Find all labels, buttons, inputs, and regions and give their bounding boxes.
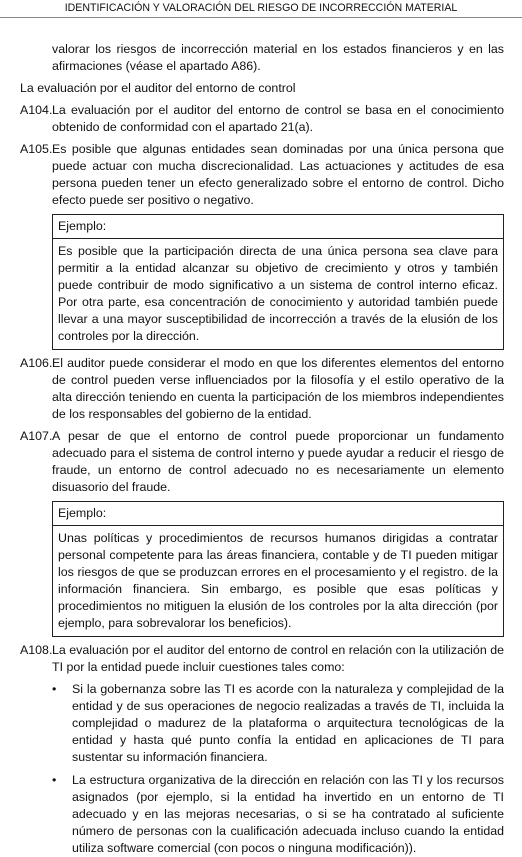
page-header: IDENTIFICACIÓN Y VALORACIÓN DEL RIESGO DE INCORRECCIÓN MATERIAL xyxy=(64,2,458,14)
paragraph-a106 xyxy=(20,355,504,423)
paragraph-text: A pesar de que el entorno de control puede proporcionar un fundamento adecuado para el sistema de control interno y puede ayudar a reducir el riesgo de fraude, un entorno de control adecuado no es necesariamente un elemento disuasorio del fraude. xyxy=(52,429,504,494)
example-label: Ejemplo: xyxy=(58,219,107,233)
paragraph-text: La evaluación por el auditor del entorno de control en relación con la utilización de TI por la entidad puede incluir cuestiones tales como: xyxy=(52,643,504,674)
example-text: Es posible que la participación directa de una única persona sea clave para permitir a la entidad alcanzar su objetivo de crecimiento y otros y también puede contribuir de modo significativo a un sistema de control interno eficaz. Por otra parte, esa concentración de conocimiento y autoridad también puede llevar a una mayor susceptibilidad de incorrección a través de la elusión de los controles por la dirección. xyxy=(58,244,498,343)
paragraph-a104 xyxy=(20,102,504,136)
paragraph-a107 xyxy=(20,428,504,496)
bullet-icon: • xyxy=(52,773,57,787)
list-item xyxy=(52,772,504,857)
example-divider xyxy=(53,525,503,526)
bullet-list xyxy=(52,681,504,857)
paragraph-number: A106. xyxy=(20,356,53,370)
page-body xyxy=(20,41,504,857)
list-item-text: La estructura organizativa de la dirección en relación con las TI y los recursos asignados (por ejemplo, si la entidad ha invertido en un entorno de TI adecuado y en las mejoras necesarias, o si se ha contratado al suficiente número de personas con la cualificación adecuada incluso cuando la entidad utiliza software comercial (con pocos o ninguna modificación)). xyxy=(72,773,504,855)
continued-text: valorar los riesgos de incorrección material en los estados financieros y en las afirmaciones (véase el apartado A86). xyxy=(52,42,504,73)
paragraph-number: A105. xyxy=(20,142,53,156)
paragraph-number: A108. xyxy=(20,643,53,657)
header-divider xyxy=(0,17,522,18)
section-subheading: La evaluación por el auditor del entorno de control xyxy=(20,81,296,95)
paragraph-number: A107. xyxy=(20,429,53,443)
example-box-1 xyxy=(52,214,504,350)
paragraph-text: La evaluación por el auditor del entorno de control se basa en el conocimiento obtenido de conformidad con el apartado 21(a). xyxy=(52,103,504,134)
paragraph-a105 xyxy=(20,141,504,209)
list-item-text: Si la gobernanza sobre las TI es acorde con la naturaleza y complejidad de la entidad y de sus operaciones de negocio realizadas a través de TI, incluida la complejidad o madurez de la plataforma o arquitectura tecnológicas de la entidad y hasta qué punto confía la entidad en aplicaciones de TI para sustentar su información financiera. xyxy=(72,682,504,764)
paragraph-a108 xyxy=(20,642,504,676)
paragraph-text: El auditor puede considerar el modo en que los diferentes elementos del entorno de control pueden verse influenciados por la filosofía y el estilo operativo de la alta dirección teniendo en cuenta la participación de los miembros independientes de los responsables del gobierno de la entidad. xyxy=(52,356,504,421)
list-item xyxy=(52,681,504,766)
paragraph-number: A104. xyxy=(20,103,53,117)
example-divider xyxy=(53,238,503,239)
example-label: Ejemplo: xyxy=(58,506,107,520)
example-box-2 xyxy=(52,501,504,637)
bullet-icon: • xyxy=(52,682,57,696)
paragraph-text: Es posible que algunas entidades sean dominadas por una única persona que puede actuar con mucha discrecionalidad. Las actuaciones y actitudes de esa persona pueden tener un efecto generalizado sobre el entorno de control. Dicho efecto puede ser positivo o negativo. xyxy=(52,142,504,207)
example-text: Unas políticas y procedimientos de recursos humanos dirigidas a contratar personal competente para las áreas financiera, contable y de TI pueden mitigar los riesgos de que se produzcan errores en el procesamiento y el registro. de la información financiera. Sin embargo, es posible que esas políticas y procedimientos no mitiguen la elusión de los controles por la alta dirección (por ejemplo, para sobrevalorar los beneficios). xyxy=(58,531,498,630)
